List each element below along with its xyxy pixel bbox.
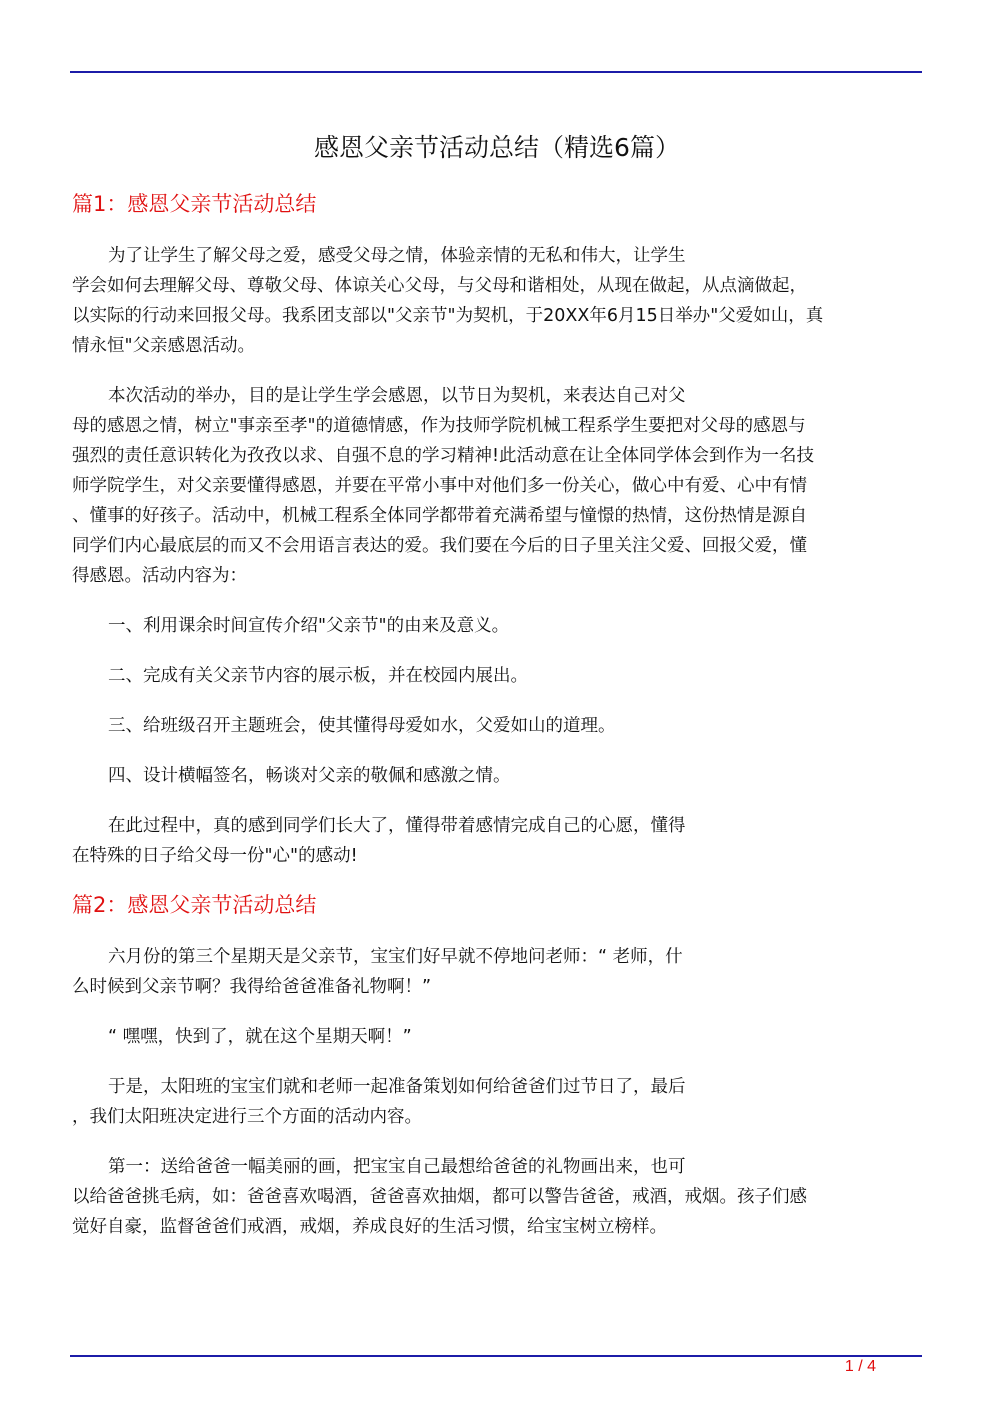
section-heading: 篇1：感恩父亲节活动总结 bbox=[72, 192, 317, 216]
text-line: 于是，太阳班的宝宝们就和老师一起准备策划如何给爸爸们过节日了，最后 bbox=[108, 1077, 686, 1097]
text-line: 三、给班级召开主题班会，使其懂得母爱如水，父爱如山的道理。 bbox=[108, 716, 616, 736]
text-line: 以给爸爸挑毛病，如：爸爸喜欢喝酒，爸爸喜欢抽烟，都可以警告爸爸，戒酒，戒烟。孩子们感 bbox=[72, 1187, 807, 1207]
text-line: 、懂事的好孩子。活动中，机械工程系全体同学都带着充满希望与憧憬的热情，这份热情是源自 bbox=[72, 506, 807, 526]
text-line: 以实际的行动来回报父母。我系团支部以"父亲节"为契机，于20XX年6月15日举办"父爱如山，真 bbox=[72, 306, 824, 326]
text-line: 觉好自豪，监督爸爸们戒酒，戒烟，养成良好的生活习惯，给宝宝树立榜样。 bbox=[72, 1217, 667, 1237]
header-rule bbox=[70, 71, 922, 73]
paragraph bbox=[72, 381, 922, 591]
text-line: 六月份的第三个星期天是父亲节，宝宝们好早就不停地问老师：“ 老师，什 bbox=[108, 947, 683, 967]
paragraph bbox=[72, 1152, 922, 1242]
text-line: 么时候到父亲节啊？我得给爸爸准备礼物啊！” bbox=[72, 977, 432, 997]
section-heading: 篇2：感恩父亲节活动总结 bbox=[72, 893, 317, 917]
text-line: 师学院学生，对父亲要懂得感恩，并要在平常小事中对他们多一份关心，做心中有爱、心中有情 bbox=[72, 476, 807, 496]
text-line: 第一：送给爸爸一幅美丽的画，把宝宝自己最想给爸爸的礼物画出来，也可 bbox=[108, 1157, 686, 1177]
paragraph bbox=[72, 1072, 922, 1132]
text-line: 本次活动的举办，目的是让学生学会感恩，以节日为契机，来表达自己对父 bbox=[108, 386, 686, 406]
text-line: 四、设计横幅签名，畅谈对父亲的敬佩和感激之情。 bbox=[108, 766, 511, 786]
text-line: 在特殊的日子给父母一份"心"的感动! bbox=[72, 846, 358, 866]
text-line: 强烈的责任意识转化为孜孜以求、自强不息的学习精神!此活动意在让全体同学体会到作为一名技 bbox=[72, 446, 815, 466]
paragraph bbox=[72, 942, 922, 1002]
paragraph bbox=[72, 611, 922, 641]
text-line: 二、完成有关父亲节内容的展示板，并在校园内展出。 bbox=[108, 666, 528, 686]
paragraph bbox=[72, 761, 922, 791]
text-line: ，我们太阳班决定进行三个方面的活动内容。 bbox=[72, 1107, 422, 1127]
text-line: 为了让学生了解父母之爱，感受父母之情，体验亲情的无私和伟大，让学生 bbox=[108, 246, 686, 266]
text-line: 学会如何去理解父母、尊敬父母、体谅关心父母，与父母和谐相处，从现在做起，从点滴做起， bbox=[72, 276, 807, 296]
text-line: 在此过程中，真的感到同学们长大了，懂得带着感情完成自己的心愿，懂得 bbox=[108, 816, 686, 836]
text-line: 得感恩。活动内容为： bbox=[72, 566, 247, 586]
page-number: 1 / 4 bbox=[844, 1358, 876, 1375]
text-line: “ 嘿嘿，快到了，就在这个星期天啊！” bbox=[108, 1027, 412, 1047]
paragraph bbox=[72, 711, 922, 741]
paragraph bbox=[72, 1022, 922, 1052]
footer-rule bbox=[70, 1355, 922, 1357]
text-line: 一、利用课余时间宣传介绍"父亲节"的由来及意义。 bbox=[108, 616, 510, 636]
text-line: 同学们内心最底层的而又不会用语言表达的爱。我们要在今后的日子里关注父爱、回报父爱，懂 bbox=[72, 536, 807, 556]
document-title: 感恩父亲节活动总结（精选6篇） bbox=[314, 133, 680, 162]
text-line: 情永恒"父亲感恩活动。 bbox=[72, 336, 256, 356]
paragraph bbox=[72, 661, 922, 691]
text-line: 母的感恩之情，树立"事亲至孝"的道德情感，作为技师学院机械工程系学生要把对父母的感恩与 bbox=[72, 416, 806, 436]
document-body bbox=[72, 130, 922, 1262]
paragraph bbox=[72, 811, 922, 871]
paragraph bbox=[72, 241, 922, 361]
